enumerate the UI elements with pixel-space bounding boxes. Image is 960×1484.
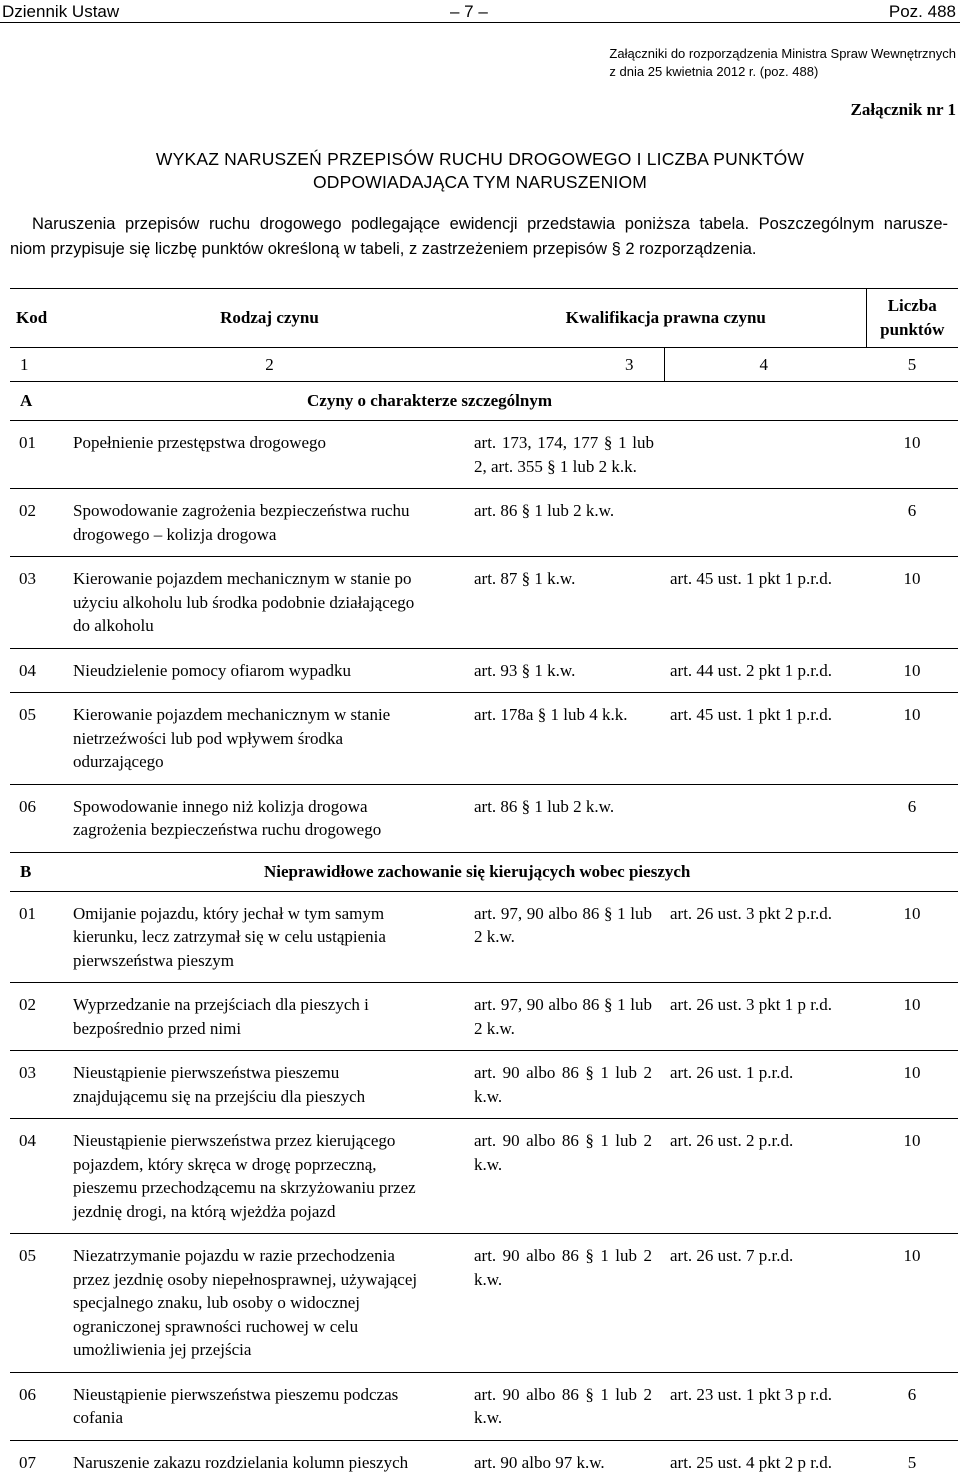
row-violation: Kierowanie pojazdem mechanicznym w stanie nietrzeźwości lub pod wpływem środka odurzającego xyxy=(73,693,466,785)
row-points: 10 xyxy=(866,421,958,489)
row-violation: Nieustąpienie pierwszeństwa pieszemu znajdującemu się na przejściu dla pieszych xyxy=(73,1051,466,1119)
annex-number: Załącznik nr 1 xyxy=(851,100,956,120)
row-violation: Popełnienie przestępstwa drogowego xyxy=(73,421,466,489)
row-points: 5 xyxy=(866,1440,958,1484)
annex-reference-line1: Załączniki do rozporządzenia Ministra Spraw Wewnętrznych xyxy=(609,45,956,63)
table-row xyxy=(10,489,958,557)
row-legal-basis: art. 86 § 1 lub 2 k.w. xyxy=(466,784,866,852)
section-header-row xyxy=(10,382,958,421)
table-row xyxy=(10,1372,958,1440)
row-points: 6 xyxy=(866,784,958,852)
row-points: 10 xyxy=(866,693,958,785)
document-title-line1: WYKAZ NARUSZEŃ PRZEPISÓW RUCHU DROGOWEGO I LICZBA PUNKTÓW xyxy=(0,149,960,170)
row-legal-basis: art. 90 albo 86 § 1 lub 2 k.w. xyxy=(466,1234,664,1373)
section-header-row xyxy=(10,852,958,891)
row-legal-basis: art. 173, 174, 177 § 1 lub 2, art. 355 § 1 lub 2 k.k. xyxy=(466,421,866,489)
header-rodzaj: Rodzaj czynu xyxy=(73,289,466,348)
annex-reference-line2: z dnia 25 kwietnia 2012 r. (poz. 488) xyxy=(609,63,956,81)
row-legal-basis: art. 86 § 1 lub 2 k.w. xyxy=(466,489,866,557)
row-violation: Naruszenie zakazu rozdzielania kolumn pieszych xyxy=(73,1440,466,1484)
row-violation: Nieustąpienie pierwszeństwa pieszemu podczas cofania xyxy=(73,1372,466,1440)
row-legal-basis: art. 90 albo 86 § 1 lub 2 k.w. xyxy=(466,1119,664,1234)
row-code: 01 xyxy=(10,421,73,489)
row-points: 10 xyxy=(866,891,958,983)
table-header-row xyxy=(10,289,958,348)
table-row xyxy=(10,983,958,1051)
table-row xyxy=(10,784,958,852)
table-row xyxy=(10,693,958,785)
row-points: 10 xyxy=(866,1051,958,1119)
column-number: 1 xyxy=(10,348,73,382)
row-legal-basis: art. 97, 90 albo 86 § 1 lub 2 k.w. xyxy=(466,891,664,983)
header-rule xyxy=(0,22,960,23)
section-title xyxy=(73,382,958,421)
row-code: 03 xyxy=(10,1051,73,1119)
row-code: 03 xyxy=(10,557,73,649)
row-legal-basis-prd: art. 45 ust. 1 pkt 1 p.r.d. xyxy=(664,693,866,785)
row-points: 10 xyxy=(866,1234,958,1373)
row-legal-basis: art. 178a § 1 lub 4 k.k. xyxy=(466,693,664,785)
table-body xyxy=(10,382,958,1484)
table-row xyxy=(10,648,958,693)
row-legal-basis: art. 90 albo 86 § 1 lub 2 k.w. xyxy=(466,1372,664,1440)
row-code: 04 xyxy=(10,1119,73,1234)
section-code: B xyxy=(10,852,73,891)
row-code: 01 xyxy=(10,891,73,983)
row-legal-basis: art. 93 § 1 k.w. xyxy=(466,648,664,693)
row-points: 6 xyxy=(866,1372,958,1440)
row-code: 02 xyxy=(10,489,73,557)
position-number: Poz. 488 xyxy=(889,2,956,22)
row-points: 10 xyxy=(866,557,958,649)
row-legal-basis-prd: art. 26 ust. 3 pkt 2 p.r.d. xyxy=(664,891,866,983)
column-numbers-row xyxy=(10,348,958,382)
section-code: A xyxy=(10,382,73,421)
row-legal-basis-prd: art. 26 ust. 2 p.r.d. xyxy=(664,1119,866,1234)
row-violation: Spowodowanie innego niż kolizja drogowa zagrożenia bezpieczeństwa ruchu drogowego xyxy=(73,784,466,852)
document-title-line2: ODPOWIADAJĄCA TYM NARUSZENIOM xyxy=(0,172,960,193)
header-kod: Kod xyxy=(10,289,73,348)
row-violation: Spowodowanie zagrożenia bezpieczeństwa ruchu drogowego – kolizja drogowa xyxy=(73,489,466,557)
row-violation: Wyprzedzanie na przejściach dla pieszych i bezpośrednio przed nimi xyxy=(73,983,466,1051)
column-number: 3 xyxy=(466,348,664,382)
row-code: 04 xyxy=(10,648,73,693)
row-violation: Nieustąpienie pierwszeństwa przez kierującego pojazdem, który skręca w drogę poprzeczną, pieszemu przechodzącemu na skrzyżowaniu przez jezdnię drogi, na którą wjeżdża pojazd xyxy=(73,1119,466,1234)
header-punkty: Liczba punktów xyxy=(866,289,958,348)
violations-table xyxy=(10,288,958,1484)
row-legal-basis: art. 90 albo 97 k.w. xyxy=(466,1440,664,1484)
column-number: 2 xyxy=(73,348,466,382)
row-violation: Nieudzielenie pomocy ofiarom wypadku xyxy=(73,648,466,693)
table-row xyxy=(10,891,958,983)
row-code: 05 xyxy=(10,693,73,785)
row-code: 06 xyxy=(10,784,73,852)
table-row xyxy=(10,557,958,649)
row-legal-basis: art. 87 § 1 k.w. xyxy=(466,557,664,649)
row-violation: Omijanie pojazdu, który jechał w tym samym kierunku, lecz zatrzymał się w celu ustąpienia pierwszeństwa pieszym xyxy=(73,891,466,983)
header-kwalifikacja: Kwalifikacja prawna czynu xyxy=(466,289,866,348)
row-code: 06 xyxy=(10,1372,73,1440)
row-legal-basis-prd: art. 44 ust. 2 pkt 1 p.r.d. xyxy=(664,648,866,693)
row-legal-basis: art. 97, 90 albo 86 § 1 lub 2 k.w. xyxy=(466,983,664,1051)
row-code: 02 xyxy=(10,983,73,1051)
column-number: 5 xyxy=(866,348,958,382)
row-legal-basis-prd: art. 26 ust. 3 pkt 1 p r.d. xyxy=(664,983,866,1051)
journal-name: Dziennik Ustaw xyxy=(2,2,119,22)
row-legal-basis-prd: art. 26 ust. 7 p.r.d. xyxy=(664,1234,866,1373)
intro-line2: niom przypisuje się liczbę punktów określoną w tabeli, z zastrzeżeniem przepisów § 2 rozporządzenia. xyxy=(10,237,948,262)
table-row xyxy=(10,1119,958,1234)
row-legal-basis-prd: art. 23 ust. 1 pkt 3 p r.d. xyxy=(664,1372,866,1440)
row-legal-basis-prd: art. 25 ust. 4 pkt 2 p r.d. xyxy=(664,1440,866,1484)
table-row xyxy=(10,421,958,489)
row-violation: Niezatrzymanie pojazdu w razie przechodzenia przez jezdnię osoby niepełnosprawnej, używającej specjalnego znaku, lub osoby o widocznej ograniczonej sprawności ruchowej w celu umożliwienia jej przejścia xyxy=(73,1234,466,1373)
annex-reference xyxy=(609,45,956,81)
row-code: 05 xyxy=(10,1234,73,1373)
column-number: 4 xyxy=(664,348,866,382)
row-legal-basis-prd: art. 45 ust. 1 pkt 1 p.r.d. xyxy=(664,557,866,649)
row-legal-basis-prd: art. 26 ust. 1 p.r.d. xyxy=(664,1051,866,1119)
table-row xyxy=(10,1234,958,1373)
section-title-text: Nieprawidłowe zachowanie się kierujących wobec pieszych xyxy=(264,860,690,884)
intro-paragraph xyxy=(10,212,948,262)
row-violation: Kierowanie pojazdem mechanicznym w stanie po użyciu alkoholu lub środka podobnie działającego do alkoholu xyxy=(73,557,466,649)
row-legal-basis: art. 90 albo 86 § 1 lub 2 k.w. xyxy=(466,1051,664,1119)
running-header xyxy=(0,0,960,24)
row-points: 10 xyxy=(866,1119,958,1234)
section-title-text: Czyny o charakterze szczególnym xyxy=(307,389,552,413)
table-row xyxy=(10,1051,958,1119)
row-points: 10 xyxy=(866,983,958,1051)
row-points: 10 xyxy=(866,648,958,693)
intro-line1: Naruszenia przepisów ruchu drogowego podlegające ewidencji przedstawia poniższa tabela. Poszczególnym narusze- xyxy=(10,212,948,237)
row-points: 6 xyxy=(866,489,958,557)
page-number: – 7 – xyxy=(450,2,488,22)
section-title xyxy=(73,852,958,891)
row-code: 07 xyxy=(10,1440,73,1484)
